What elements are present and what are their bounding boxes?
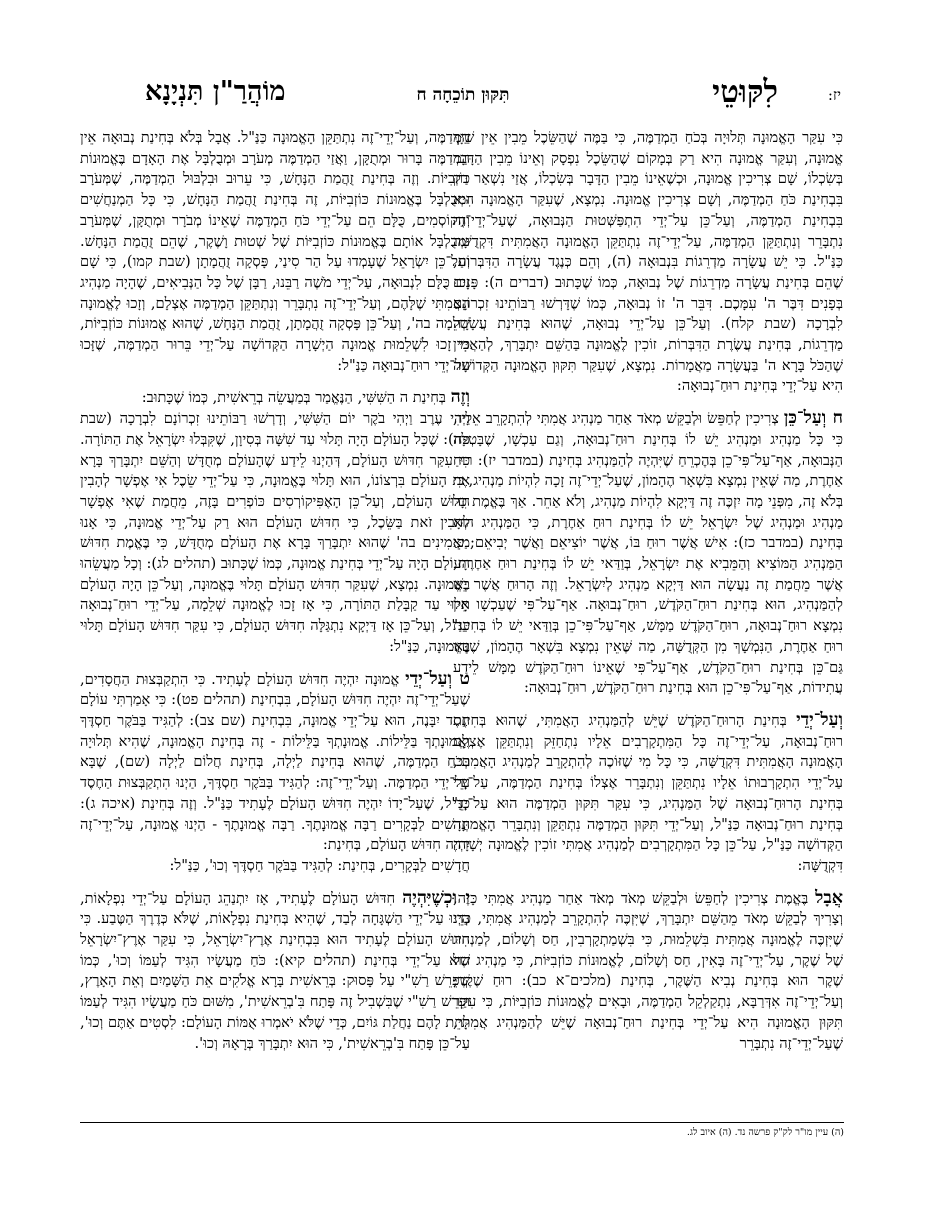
paragraph	[80, 387, 470, 657]
paragraph-lead: וְעַל־יְדֵי	[796, 709, 843, 730]
paragraph-lead: אֲבָל	[815, 887, 843, 908]
verse-quote: חֲדָשִׁים לַבְּקָרִים, בְּחִינַת: לְהַגִּיד בַּבֹּקֶר חַסְדֶּךָ וְכוּ', כַּנַּ"ל:	[169, 856, 470, 874]
paragraph-text: חִדּוּשׁ הָעוֹלָם לֶעָתִיד, אָז יִתְנַהֵג הָעוֹלָם עַל־יְדֵי נִפְלָאוֹת, הַיְנוּ עַל־יְדֵי הַשְׁגָּחָה לְבַד, שֶׁהִיא בְּחִינַת נִפְלָאוֹת, שֶׁלֹּא כְּדֶרֶךְ הַטֶּבַע. כִּי חִדּוּשׁ הָעוֹלָם לֶעָתִיד הוּא בִּבְחִינַת אֶרֶץ־יִשְׂרָאֵל, כִּי עִקַּר אֶרֶץ־יִשְׂרָאֵל הוּא עַל־יְדֵי בְּחִינַת (תהלים קיא): כֹּחַ מַעֲשָׂיו הִגִּיד לְעַמּוֹ וְכוּ', כְּמוֹ שֶׁפֵּרֵשׁ רַשִׁ"י עַל פָּסוּק: בְּרֵאשִׁית בָּרָא אֱלֹקִים אֵת הַשָּׁמַיִם וְאֵת הָאָרֶץ, וּפֵרֵשׁ רַשִׁ"י שֶׁבִּשְׁבִיל זֶה פָּתַח בִּ'בְרֵאשִׁית', מִשּׁוּם כֹּחַ מַעֲשָׂיו הִגִּיד לְעַמּוֹ לָתֵת לָהֶם נַחֲלַת גּוֹיִם, כְּדֵי שֶׁלֹּא יֹאמְרוּ אֻמּוֹת הָעוֹלָם: לִסְטִים אַתֶּם וְכוּ', עַל־כֵּן פָּתַח בִּ'בְרֵאשִׁית', כִּי הוּא יִתְבָּרַךְ בְּרָאָהּ וְכוּ'.	[80, 889, 470, 1052]
footnote: (ה) עיין מו"ר לק"ק פרשה נד. (ה) איוב לג.	[686, 1127, 844, 1138]
page-number: יז:	[827, 86, 841, 104]
paragraph-text: כִּי עִקַּר הָאֱמוּנָה תְּלוּיָה בְּכֹחַ הַמְדַמֶּה, כִּי בַּמֶּה שֶׁהַשֵּׂכֶל מֵבִין אֵין שַׁיָּךְ אֱמוּנָה, וְעִקַּר אֱמוּנָה הִיא רַק בְּמָקוֹם שֶׁהַשֵּׂכֶל נִפְסָק וְאֵינוֹ מֵבִין הַדָּבָר בְּשִׂכְלוֹ, שָׁם צְרִיכִין אֱמוּנָה, וּכְשֶׁאֵינוֹ מֵבִין הַדָּבָר בְּשִׂכְלוֹ, אֲזַי נִשְׁאַר רַק בִּבְחִינַת כֹּחַ הַמְדַמֶּה, וְשָׁם צְרִיכִין אֱמוּנָה. נִמְצָא, שֶׁעִקַּר הָאֱמוּנָה הִיא בִּבְחִינַת הַמְדַמֶּה, וְעַל־כֵּן עַל־יְדֵי הִתְפַּשְּׁטוּת הַנְּבוּאָה, שֶׁעַל־יְדֵי־זֶה נִתְבָּרֵר וְנִתְתַּקֵּן הַמְדַמֶּה, עַל־יְדֵי־זֶה נִתְתַּקֵּן הָאֱמוּנָה הָאֲמִתִּית דִּקְדֻשָּׁה כַּנַּ"ל. כִּי יֵשׁ עֲשָׂרָה מַדְרֵגוֹת בִּנְבוּאָה (ה), וְהֵם כְּנֶגֶד עֲשָׂרָה הַדִּבְּרוֹת, שֶׁהֵם בְּחִינַת עֲשָׂרָה מַדְרֵגוֹת שֶׁל נְבוּאָה, כְּמוֹ שֶׁכָּתוּב (דברים ה): פָּנִים בְּפָנִים דִּבֶּר ה' עִמָּכֶם. דִּבֵּר ה' זוֹ נְבוּאָה, כְּמוֹ שֶׁדָּרְשׁוּ רַבּוֹתֵינוּ זִכְרוֹנָם לִבְרָכָה (שבת קלח). וְעַל־כֵּן עַל־יְדֵי נְבוּאָה, שֶׁהוּא בְּחִינַת עֲשָׂרָה מַדְרֵגוֹת, בְּחִינַת עֲשֶׂרֶת הַדִּבְּרוֹת, זוֹכִין לֶאֱמוּנָה בַּהַשֵּׁם יִתְבָּרַךְ, לְהַאֲמִין שֶׁהַכֹּל בָּרָא ה' בַּעֲשָׂרָה מַאֲמָרוֹת. נִמְצָא, שֶׁעִקַּר תִּקּוּן הָאֱמוּנָה הַקְּדוֹשָׁה הִיא עַל־יְדֵי בְּחִינַת רוּחַ־נְבוּאָה:	[453, 129, 843, 395]
paragraph-text: בְּחִינַת ה הַשִּׁשִּׁי, הַנֶּאֱמַר בְּמַעֲשֵׂה בְרֵאשִׁית, כְּמוֹ שֶׁכָּתוּב:	[141, 389, 446, 407]
paragraph	[80, 888, 470, 1055]
paragraph	[453, 888, 843, 1055]
paragraph-text: אֱמוּנָה יִהְיֶה חִדּוּשׁ הָעוֹלָם לֶעָתִיד. כִּי הִתְקַבְּצוּת הַחֲסָדִים, שֶׁעַל־יְדֵי־זֶה יִהְיֶה חִדּוּשׁ הָעוֹלָם, בִּבְחִינַת (תהלים פט): כִּי אָמַרְתִּי עוֹלָם חֶסֶד יִבָּנֶה, הוּא עַל־יְדֵי אֱמוּנָה, בִּבְחִינַת (שם צב): לְהַגִּיד בַּבֹּקֶר חַסְדֶּךָ וֶאֱמוּנָתְךָ בַּלֵּילוֹת. אֱמוּנָתְךָ בַּלֵּילוֹת - זֶה בְּחִינַת הָאֱמוּנָה, שֶׁהִיא תְּלוּיָה בְּכֹחַ הַמְדַמֶּה, שֶׁהוּא בְּחִינַת לַיְלָה, בְּחִינַת חֲלוֹם לַיְלָה (שם), שֶׁבָּא עַל־יְדֵי הַמְדַמֶּה. וְעַל־יְדֵי־זֶה: לְהַגִּיד בַּבֹּקֶר חַסְדֶּךָ, הַיְנוּ הִתְקַבְּצוּת הַחֶסֶד כַּנַּ"ל, שֶׁעַל־יָדוֹ יִהְיֶה חִדּוּשׁ הָעוֹלָם לֶעָתִיד כַּנַּ"ל. וְזֶה בְּחִינַת (איכה ג): חֲדָשִׁים לַבְּקָרִים רַבָּה אֱמוּנָתֶךָ. רַבָּה אֱמוּנָתֶךָ - הַיְנוּ אֱמוּנָה, עַל־יְדֵי־זֶה יִהְיֶה חִדּוּשׁ הָעוֹלָם, בְּחִינַת:	[80, 670, 470, 854]
paragraph-text: צְרִיכִין לְחַפֵּשׂ וּלְבַקֵּשׁ מְאֹד אַחַר מַנְהִיג אֲמִתִּי לְהִתְקָרֵב אֵלָיו, כִּי כָּל מַנְהִיג וּמַנְהִיג יֵשׁ לוֹ בְּחִינַת רוּחַ־נְבוּאָה, וְגַם עַכְשָׁו, שֶׁבָּטְלָה הַנְּבוּאָה, אַף־עַל־פִּי־כֵן בְּהֶכְרֵחַ שֶׁיִּהְיֶה לְהַמַּנְהִיג בְּחִינַת (במדבר יז): רוּחַ אַחֶרֶת, מַה שֶּׁאֵין נִמְצָא בִּשְׁאָר הֶהָמוֹן, שֶׁעַל־יְדֵי־זֶה זָכָה לִהְיוֹת מַנְהִיג, כִּי בְּלֹא זֶה, מִפְּנֵי מָה יִזְכֶּה זֶה דַּיְקָא לִהְיוֹת מַנְהִיג, וְלֹא אַחֵר. אַךְ בֶּאֱמֶת כָּל מַנְהִיג וּמַנְהִיג שֶׁל יִשְׂרָאֵל יֵשׁ לוֹ בְּחִינַת רוּחַ אַחֶרֶת, כִּי הַמַּנְהִיג הוּא בְּחִינַת (במדבר כז): אִישׁ אֲשֶׁר רוּחַ בּוֹ, אֲשֶׁר יוֹצִיאֵם וַאֲשֶׁר יְבִיאֵם; כִּי הַמַּנְהִיג הַמּוֹצִיא וְהַמֵּבִיא אֶת יִשְׂרָאֵל, בְּוַדַּאי יֵשׁ לוֹ בְּחִינַת רוּחַ אַחֶרֶת, אֲשֶׁר מֵחֲמַת זֶה נַעֲשָׂה הוּא דַּיְקָא מַנְהִיג לְיִשְׂרָאֵל. וְזֶה הָרוּחַ אֲשֶׁר יֵשׁ לְהַמַּנְהִיג, הוּא בְּחִינַת רוּחַ־הַקֹּדֶשׁ, רוּחַ־נְבוּאָה. אַף־עַל־פִּי שֶׁעַכְשָׁו אֵין נִמְצָא רוּחַ־נְבוּאָה, רוּחַ־הַקֹּדֶשׁ מַמָּשׁ, אַף־עַל־פִּי־כֵן בְּוַדַּאי יֵשׁ לוֹ בְּחִינַת רוּחַ אַחֶרֶת, הַנִּמְשָׁךְ מִן הַקְּדֻשָּׁה, מַה שֶּׁאֵין נִמְצָא בִּשְׁאָר הֶהָמוֹן, שֶׁזֶּהוּ גַּם־כֵּן בְּחִינַת רוּחַ־הַקֹּדֶשׁ, אַף־עַל־פִּי שֶׁאֵינוֹ רוּחַ־הַקֹּדֶשׁ מַמָּשׁ לֵידַע עֲתִידוֹת, אַף־עַל־פִּי־כֵן הוּא בְּחִינַת רוּחַ־הַקֹּדֶשׁ, רוּחַ־נְבוּאָה:	[453, 410, 843, 697]
footnote-divider	[80, 1122, 844, 1123]
text-column-right	[450, 128, 843, 1128]
paragraph-lead: וְזֶה	[450, 387, 470, 408]
paragraph	[453, 710, 843, 877]
paragraph-text: בְּחִינַת הָרוּחַ־הַקֹּדֶשׁ שֶׁיֵּשׁ לְהַמַּנְהִיג הָאֲמִתִּי, שֶׁהוּא בְּחִינַת רוּחַ־נְבוּאָה, עַל־יְדֵי־זֶה כָּל הַמִּתְקָרְבִים אֵלָיו נִתְחַזֵּק וְנִתְתַּקֵּן אֶצְלָם הָאֱמוּנָה הָאֲמִתִּית דִּקְדֻשָּׁה, כִּי כָּל מִי שֶׁזּוֹכֶה לְהִתְקָרֵב לְמַנְהִיג הָאֲמִתִּי, עַל־יְדֵי הִתְקָרְבוּתוֹ אֵלָיו נִתְתַּקֵּן וְנִתְבָּרֵר אֶצְלוֹ בְּחִינַת הַמְדַמֶּה, עַל־יְדֵי בְּחִינַת הָרוּחַ־נְבוּאָה שֶׁל הַמַּנְהִיג, כִּי עִקַּר תִּקּוּן הַמְדַמֶּה הוּא עַל־יְדֵי בְּחִינַת רוּחַ־נְבוּאָה כַּנַּ"ל, וְעַל־יְדֵי תִּקּוּן הַמְדַמֶּה נִתְתַּקֵּן וְנִתְבָּרֵר הָאֱמוּנָה הַקְּדוֹשָׁה כַּנַּ"ל, עַל־כֵּן כָּל הַמִּתְקָרְבִים לְמַנְהִיג אֲמִתִּי זוֹכִין לֶאֱמוּנָה יְשָׁרָה דִּקְדֻשָּׁה:	[453, 711, 843, 874]
paragraph-lead: ט וְעַל־יְדֵי	[405, 668, 470, 689]
book-title-likutei: לִקּוּטֵי	[712, 74, 778, 110]
paragraph	[80, 128, 470, 376]
verse-quote: וַיְהִי עֶרֶב וַיְהִי בֹקֶר יוֹם הַשִּׁשִּׁי, וְדָרְשׁוּ רַבּוֹתֵינוּ זִכְרוֹנָם לִבְרָכָה (שבת פח): שֶׁכָּל הָעוֹלָם הָיָה תָּלוּי עַד שִׁשָּׁה בְּסִיוָן, שֶׁקִּבְּלוּ יִשְׂרָאֵל אֶת הַתּוֹרָה. כִּי עִקַּר חִדּוּשׁ הָעוֹלָם, דְּהַיְנוּ לֵידַע שֶׁהָעוֹלָם מְחֻדָּשׁ וְהַשֵּׁם יִתְבָּרַךְ בָּרָא אֶת הָעוֹלָם בִּרְצוֹנוֹ, הוּא תָּלוּי בֶּאֱמוּנָה, כִּי עַל־יְדֵי שֵׂכֶל אִי אֶפְשָׁר לְהָבִין חִדּוּשׁ הָעוֹלָם, וְעַל־כֵּן הָאֶפִּיקוֹרְסִים כּוֹפְרִים בָּזֶה, מֵחֲמַת שֶׁאִי אֶפְשָׁר לְהָבִין זֹאת בַּשֵּׂכֶל, כִּי חִדּוּשׁ הָעוֹלָם הוּא רַק עַל־יְדֵי אֱמוּנָה, כִּי אָנוּ מַאֲמִינִים בה' שֶׁהוּא יִתְבָּרַךְ בָּרָא אֶת הָעוֹלָם מְחֻדָּשׁ, כִּי בֶּאֱמֶת חִדּוּשׁ הָעוֹלָם הָיָה עַל־יְדֵי בְּחִינַת אֱמוּנָה, כְּמוֹ שֶׁכָּתוּב (תהלים לג): וְכָל מַעֲשֵׂהוּ בֶּאֱמוּנָה. נִמְצָא, שֶׁעִקַּר חִדּוּשׁ הָעוֹלָם תָּלוּי בֶּאֱמוּנָה, וְעַל־כֵּן הָיָה הָעוֹלָם תָּלוּי עַד קַבָּלַת הַתּוֹרָה, כִּי אָז זָכוּ לֶאֱמוּנָה שְׁלֵמָה, עַל־יְדֵי רוּחַ־נְבוּאָה כַּנַּ"ל, וְעַל־כֵּן אָז דַּיְקָא נִתְגַּלָּה חִדּוּשׁ הָעוֹלָם, כִּי עִקַּר חִדּוּשׁ הָעוֹלָם תָּלוּי בֶּאֱמוּנָה, כַּנַּ"ל:	[80, 410, 470, 655]
paragraph-lead: י וּכְשֶׁיִּהְיֶה	[402, 887, 470, 908]
paragraph-text: הַמְדַמֶּה, וְעַל־יְדֵי־זֶה נִתְתַּקֵּן הָאֱמוּנָה כַּנַּ"ל. אֲבָל בְּלֹא בְּחִינַת נְבוּאָה אֵין הַמְדַמֶּה בָּרוּר וּמְתֻקָּן, וַאֲזַי הַמְדַמֶּה מְעֹרָב וּמְבֻלְבָּל אֶת הָאָדָם בֶּאֱמוּנוֹת כּוֹזְבִיּוֹת. וְזֶה בְּחִינַת זֻהֲמַת הַנָּחָשׁ, כִּי עֵרוּב וּבִלְבּוּל הַמְדַמֶּה, שֶׁמְּעֹרָב וּמְבֻלְבָּל בֶּאֱמוּנוֹת כּוֹזְבִיּוֹת, זֶה בְּחִינַת זֻהֲמַת הַנָּחָשׁ, כִּי כָּל הַמְנַחֲשִׁים וְהַקּוֹסְמִים, כֻּלָּם הֵם עַל־יְדֵי כֹּחַ הַמְדַמֶּה שֶׁאֵינוֹ מְבֹרָר וּמְתֻקָּן, שֶׁמְּעֹרָב וּמְבֻלְבָּל אוֹתָם בֶּאֱמוּנוֹת כּוֹזְבִיּוֹת שֶׁל שְׁטוּת וָשֶׁקֶר, שֶׁהֵם זֻהֲמַת הַנָּחָשׁ. וְעַל־כֵּן יִשְׂרָאֵל שֶׁעָמְדוּ עַל הַר סִינַי, פָּסְקָה זֻהֲמָתָן (שבת קמו), כִּי שָׁם זָכוּ כֻּלָּם לִנְבוּאָה, עַל־יְדֵי מֹשֶׁה רַבֵּנוּ, רַבָּן שֶׁל כָּל הַנְּבִיאִים, שֶׁהָיָה מַנְהִיג הָאֲמִתִּי שֶׁלָּהֶם, וְעַל־יְדֵי־זֶה נִתְבָּרֵר וְנִתְתַּקֵּן הַמְדַמֶּה אֶצְלָם, וְזָכוּ לֶאֱמוּנָה שְׁלֵמָה בה', וְעַל־כֵּן פָּסְקָה זֻהֲמָתָן, זֻהֲמַת הַנָּחָשׁ, שֶׁהוּא אֱמוּנוֹת כּוֹזְבִיּוֹת, כִּי זָכוּ לִשְׁלֵמוּת אֱמוּנָה הַיְשָׁרָה הַקְּדוֹשָׁה עַל־יְדֵי בֵּרוּר הַמְדַמֶּה, שֶׁזָּכוּ עַל־יְדֵי רוּחַ־נְבוּאָה כַּנַּ"ל:	[80, 129, 470, 374]
paragraph-text: בֶּאֱמֶת צְרִיכִין לְחַפֵּשׂ וּלְבַקֵּשׁ מְאֹד מְאֹד אַחַר מַנְהִיג אֲמִתִּי כָּזֶה, וְצָרִיךְ לְבַקֵּשׁ מְאֹד מֵהַשֵּׁם יִתְבָּרַךְ, שֶׁיִּזְכֶּה לְהִתְקָרֵב לְמַנְהִיג אֲמִתִּי, כְּדֵי שֶׁיִּזְכֶּה לֶאֱמוּנָה אֲמִתִּית בִּשְׁלֵמוּת, כִּי בִּשְׁמַתְקָרְבִין, חַס וְשָׁלוֹם, לְמַנְהִיג שֶׁל שֶׁקֶר, עַל־יְדֵי־זֶה בָּאִין, חַס וְשָׁלוֹם, לֶאֱמוּנוֹת כּוֹזְבִיּוֹת, כִּי מַנְהִיג שֶׁל שֶׁקֶר הוּא בְּחִינַת נְבִיא הַשֶּׁקֶר, בְּחִינַת (מלכים־א כב): רוּחַ שֶׁקֶר; וְעַל־יְדֵי־זֶה אִדְּרַבָּא, נִתְקַלְקֵל הַמְדַמֶּה, וּבָאִים לֶאֱמוּנוֹת כּוֹזְבִיּוֹת, כִּי עִקַּר תִּקּוּן הָאֱמוּנָה הִיא עַל־יְדֵי בְּחִינַת רוּחַ־נְבוּאָה שֶׁיֵּשׁ לְהַמַּנְהִיג אֲמִתִּי, שֶׁעַל־יְדֵי־זֶה נִתְבָּרֵר	[453, 889, 843, 1052]
section-title: תִּקּוּן תוֹכֵחָה ח	[416, 85, 510, 105]
paragraph	[80, 669, 470, 877]
text-column-left	[80, 128, 470, 1128]
book-title-moharan-tinyana: מוֹהֲרַ"ן תִּנְיָנָא	[145, 76, 286, 107]
running-header	[0, 74, 926, 120]
paragraph-lead: ח וְעַל־כֵּן	[783, 408, 843, 429]
paragraph	[453, 128, 843, 397]
paragraph	[453, 408, 843, 699]
